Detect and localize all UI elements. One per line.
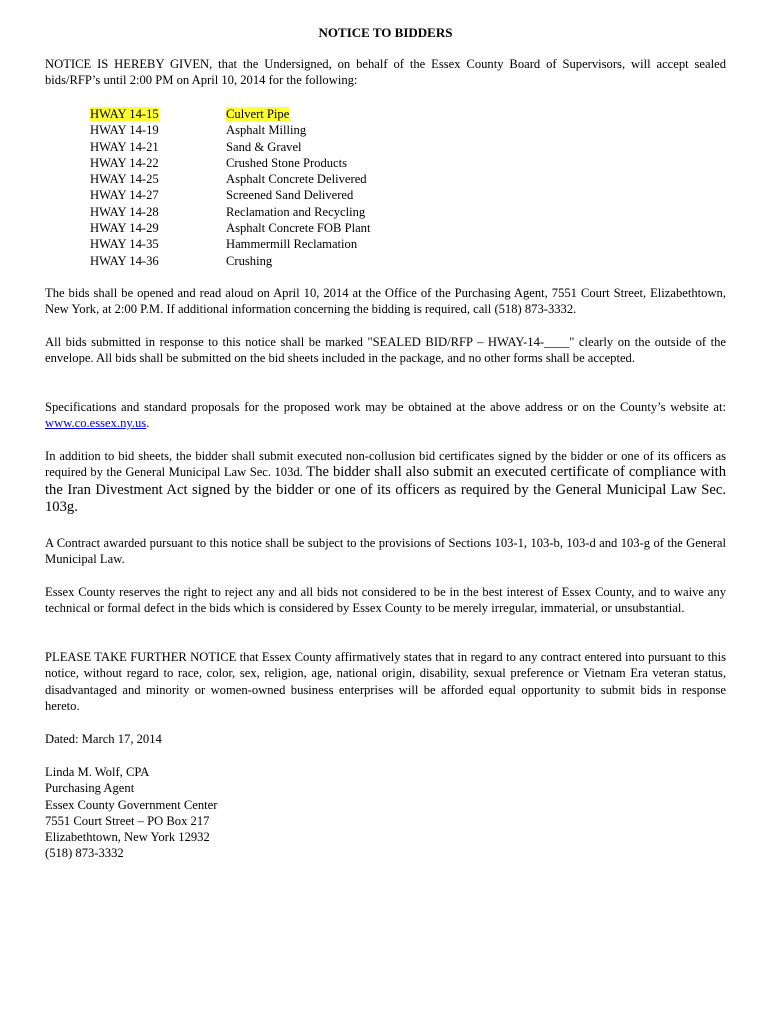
- further-notice-paragraph: PLEASE TAKE FURTHER NOTICE that Essex County affirmatively states that in regard to any contract entered into pursuant to this notice, without regard to race, color, sex, religion, age, national origin, disability, sexual preference or Vietnam Era veteran status, disadvantaged and minority or women-owned business enterprises will be afforded equal opportunity to submit bids in response hereto.: [45, 650, 726, 714]
- bid-item: [90, 155, 490, 171]
- signer-phone: (518) 873-3332: [45, 846, 124, 861]
- marking-paragraph: All bids submitted in response to this notice shall be marked "SEALED BID/RFP – HWAY-14-____" clearly on the outside of the envelope. All bids shall be submitted on the bid sheets included in the package, and no other forms shall be accepted.: [45, 335, 726, 366]
- specifications-end: .: [146, 416, 150, 431]
- reservation-paragraph: Essex County reserves the right to reject any and all bids not considered to be in the best interest of Essex County, and to waive any technical or formal defect in the bids which is considered by Essex County to be merely irregular, immaterial, or unsubstantial.: [45, 585, 726, 616]
- bid-item: [90, 122, 490, 138]
- bid-item-code: HWAY 14-19: [90, 123, 159, 138]
- bid-item: [90, 253, 490, 269]
- bid-item-desc: Asphalt Concrete FOB Plant: [226, 221, 371, 236]
- signer-position: Purchasing Agent: [45, 781, 135, 796]
- certificates-text: In addition to bid sheets, the bidder shall submit executed non-collusion bid certificates signed by the bidder or one of its officers as required by the General Municipal Law Sec. 103d.: [45, 449, 726, 480]
- bid-item-code: HWAY 14-28: [90, 204, 159, 219]
- certificates-paragraph: [45, 448, 726, 517]
- bid-item: [90, 204, 490, 220]
- bid-item-desc: Culvert Pipe: [226, 107, 290, 121]
- signer-address: 7551 Court Street – PO Box 217: [45, 813, 210, 828]
- bid-item-code: HWAY 14-27: [90, 188, 159, 203]
- bid-items-list: [90, 106, 490, 269]
- intro-paragraph: NOTICE IS HEREBY GIVEN, that the Undersigned, on behalf of the Essex County Board of Supervisors, will accept sealed bids/RFP’s until 2:00 PM on April 10, 2014 for the following:: [45, 57, 726, 88]
- signer-office: Essex County Government Center: [45, 797, 218, 812]
- specifications-paragraph: [45, 399, 726, 432]
- dated-line: Dated: March 17, 2014: [45, 732, 162, 746]
- opening-paragraph: The bids shall be opened and read aloud on April 10, 2014 at the Office of the Purchasing Agent, 7551 Court Street, Elizabethtown, New York, at 2:00 P.M. If additional information concerning the bidding is required, call (518) 873-3332.: [45, 286, 726, 317]
- bid-item-code: HWAY 14-25: [90, 172, 159, 187]
- bid-item-code: HWAY 14-21: [90, 139, 159, 154]
- contract-paragraph: A Contract awarded pursuant to this notice shall be subject to the provisions of Sections 103-1, 103-b, 103-d and 103-g of the General Municipal Law.: [45, 536, 726, 567]
- bid-item: [90, 220, 490, 236]
- document-title: NOTICE TO BIDDERS: [318, 25, 453, 40]
- bid-item: [90, 139, 490, 155]
- bid-item: [90, 106, 490, 122]
- signer-city: Elizabethtown, New York 12932: [45, 830, 210, 845]
- bid-item-desc: Screened Sand Delivered: [226, 188, 354, 203]
- bid-item-desc: Hammermill Reclamation: [226, 237, 358, 252]
- specifications-text: Specifications and standard proposals for the proposed work may be obtained at the above address or on the County’s website at:: [45, 400, 726, 414]
- signature-block: [45, 764, 445, 862]
- bid-item-code: HWAY 14-22: [90, 155, 159, 170]
- bid-item-desc: Asphalt Milling: [226, 123, 307, 138]
- iran-divestment-text: The bidder shall also submit an executed certificate of compliance with the Iran Divestment Act signed by the bidder or one of its officers as required by the General Municipal Law Sec. 103g.: [45, 464, 726, 516]
- bid-item-desc: Crushing: [226, 253, 273, 268]
- bid-item: [90, 236, 490, 252]
- bid-item: [90, 187, 490, 203]
- bid-item-desc: Crushed Stone Products: [226, 155, 348, 170]
- bid-item: [90, 171, 490, 187]
- county-website-link[interactable]: www.co.essex.ny.us: [45, 416, 147, 431]
- bid-item-desc: Asphalt Concrete Delivered: [226, 172, 367, 187]
- bid-item-code: HWAY 14-36: [90, 253, 159, 268]
- bid-item-code: HWAY 14-29: [90, 221, 159, 236]
- bid-item-code: HWAY 14-35: [90, 237, 159, 252]
- bid-item-code: HWAY 14-15: [90, 107, 159, 121]
- bid-item-desc: Reclamation and Recycling: [226, 204, 366, 219]
- signer-name: Linda M. Wolf, CPA: [45, 765, 150, 779]
- bid-item-desc: Sand & Gravel: [226, 139, 302, 154]
